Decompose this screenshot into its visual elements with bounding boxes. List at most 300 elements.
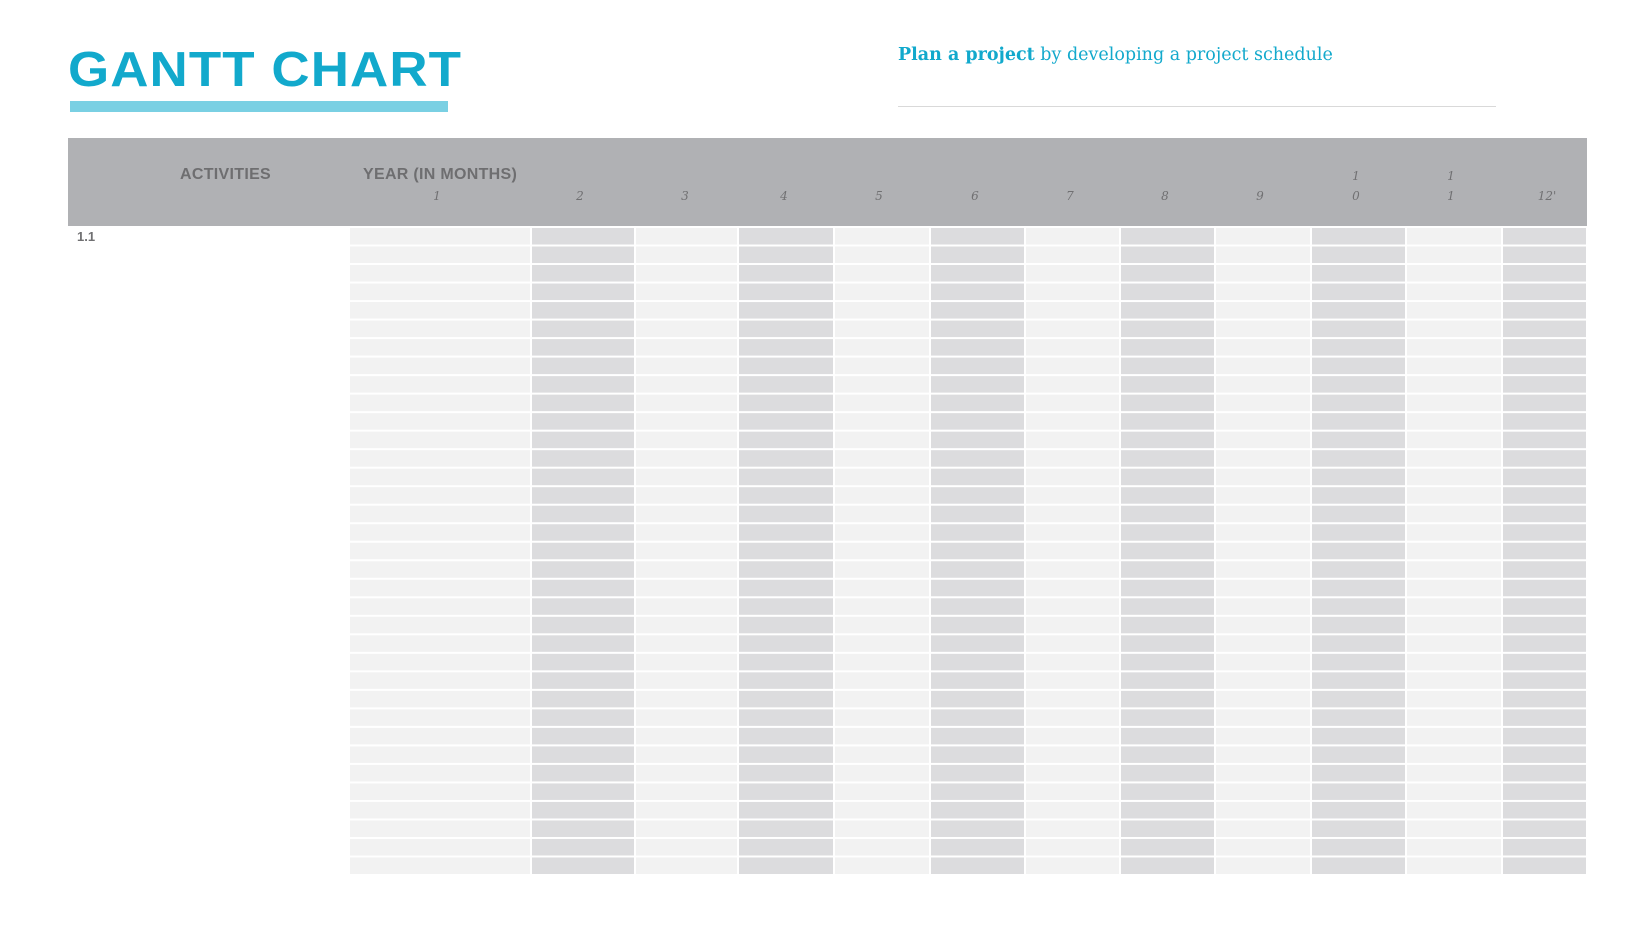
gantt-cell[interactable] bbox=[835, 691, 929, 708]
gantt-cell[interactable] bbox=[350, 691, 530, 708]
gantt-cell[interactable] bbox=[532, 432, 634, 449]
gantt-cell[interactable] bbox=[931, 635, 1024, 652]
gantt-cell[interactable] bbox=[636, 728, 737, 745]
gantt-cell[interactable] bbox=[1407, 857, 1501, 874]
gantt-cell[interactable] bbox=[350, 598, 530, 615]
gantt-cell[interactable] bbox=[1407, 783, 1501, 800]
gantt-cell[interactable] bbox=[1503, 765, 1586, 782]
gantt-cell[interactable] bbox=[1312, 543, 1405, 560]
gantt-cell[interactable] bbox=[739, 802, 833, 819]
gantt-cell[interactable] bbox=[1026, 413, 1119, 430]
gantt-cell[interactable] bbox=[1407, 672, 1501, 689]
gantt-cell[interactable] bbox=[739, 783, 833, 800]
gantt-cell[interactable] bbox=[636, 284, 737, 301]
gantt-cell[interactable] bbox=[1407, 580, 1501, 597]
gantt-cell[interactable] bbox=[1503, 857, 1586, 874]
gantt-cell[interactable] bbox=[931, 839, 1024, 856]
gantt-cell[interactable] bbox=[1407, 376, 1501, 393]
gantt-cell[interactable] bbox=[835, 820, 929, 837]
gantt-cell[interactable] bbox=[1407, 265, 1501, 282]
gantt-cell[interactable] bbox=[532, 765, 634, 782]
gantt-cell[interactable] bbox=[350, 617, 530, 634]
gantt-cell[interactable] bbox=[931, 506, 1024, 523]
gantt-cell[interactable] bbox=[1026, 506, 1119, 523]
gantt-cell[interactable] bbox=[1503, 598, 1586, 615]
gantt-cell[interactable] bbox=[1026, 709, 1119, 726]
gantt-cell[interactable] bbox=[1503, 469, 1586, 486]
gantt-cell[interactable] bbox=[636, 524, 737, 541]
gantt-cell[interactable] bbox=[835, 524, 929, 541]
gantt-cell[interactable] bbox=[350, 302, 530, 319]
gantt-cell[interactable] bbox=[931, 284, 1024, 301]
gantt-cell[interactable] bbox=[1407, 413, 1501, 430]
gantt-cell[interactable] bbox=[532, 284, 634, 301]
gantt-cell[interactable] bbox=[739, 580, 833, 597]
gantt-cell[interactable] bbox=[1121, 598, 1214, 615]
gantt-cell[interactable] bbox=[532, 802, 634, 819]
gantt-cell[interactable] bbox=[1407, 450, 1501, 467]
gantt-cell[interactable] bbox=[931, 561, 1024, 578]
gantt-cell[interactable] bbox=[1026, 617, 1119, 634]
gantt-cell[interactable] bbox=[1312, 709, 1405, 726]
gantt-cell[interactable] bbox=[931, 691, 1024, 708]
gantt-cell[interactable] bbox=[1503, 672, 1586, 689]
gantt-cell[interactable] bbox=[739, 672, 833, 689]
gantt-cell[interactable] bbox=[835, 580, 929, 597]
gantt-cell[interactable] bbox=[532, 672, 634, 689]
gantt-cell[interactable] bbox=[1026, 765, 1119, 782]
gantt-cell[interactable] bbox=[1026, 247, 1119, 264]
gantt-cell[interactable] bbox=[1503, 783, 1586, 800]
gantt-cell[interactable] bbox=[1026, 635, 1119, 652]
gantt-cell[interactable] bbox=[1121, 654, 1214, 671]
gantt-cell[interactable] bbox=[1503, 395, 1586, 412]
gantt-cell[interactable] bbox=[1216, 635, 1310, 652]
gantt-cell[interactable] bbox=[1407, 635, 1501, 652]
gantt-cell[interactable] bbox=[1026, 321, 1119, 338]
gantt-cell[interactable] bbox=[1312, 561, 1405, 578]
gantt-cell[interactable] bbox=[532, 302, 634, 319]
gantt-cell[interactable] bbox=[1121, 617, 1214, 634]
gantt-cell[interactable] bbox=[739, 432, 833, 449]
gantt-cell[interactable] bbox=[636, 469, 737, 486]
gantt-cell[interactable] bbox=[1312, 469, 1405, 486]
gantt-cell[interactable] bbox=[739, 820, 833, 837]
gantt-cell[interactable] bbox=[1407, 524, 1501, 541]
gantt-cell[interactable] bbox=[1121, 802, 1214, 819]
gantt-cell[interactable] bbox=[1312, 358, 1405, 375]
gantt-cell[interactable] bbox=[739, 265, 833, 282]
gantt-cell[interactable] bbox=[1503, 228, 1586, 245]
gantt-cell[interactable] bbox=[1503, 820, 1586, 837]
gantt-cell[interactable] bbox=[636, 672, 737, 689]
gantt-cell[interactable] bbox=[1312, 321, 1405, 338]
gantt-cell[interactable] bbox=[1312, 376, 1405, 393]
gantt-cell[interactable] bbox=[1503, 709, 1586, 726]
gantt-cell[interactable] bbox=[1026, 820, 1119, 837]
gantt-cell[interactable] bbox=[532, 450, 634, 467]
gantt-cell[interactable] bbox=[350, 413, 530, 430]
gantt-cell[interactable] bbox=[532, 524, 634, 541]
gantt-cell[interactable] bbox=[350, 820, 530, 837]
gantt-cell[interactable] bbox=[1216, 376, 1310, 393]
gantt-cell[interactable] bbox=[1312, 284, 1405, 301]
gantt-cell[interactable] bbox=[1503, 265, 1586, 282]
gantt-cell[interactable] bbox=[739, 358, 833, 375]
gantt-cell[interactable] bbox=[931, 765, 1024, 782]
gantt-cell[interactable] bbox=[1216, 321, 1310, 338]
gantt-cell[interactable] bbox=[350, 395, 530, 412]
gantt-cell[interactable] bbox=[1503, 691, 1586, 708]
gantt-cell[interactable] bbox=[350, 709, 530, 726]
gantt-cell[interactable] bbox=[532, 691, 634, 708]
gantt-cell[interactable] bbox=[835, 450, 929, 467]
gantt-cell[interactable] bbox=[1216, 487, 1310, 504]
gantt-cell[interactable] bbox=[835, 654, 929, 671]
gantt-cell[interactable] bbox=[1216, 783, 1310, 800]
gantt-cell[interactable] bbox=[1503, 432, 1586, 449]
gantt-cell[interactable] bbox=[1312, 339, 1405, 356]
gantt-cell[interactable] bbox=[350, 228, 530, 245]
gantt-cell[interactable] bbox=[1026, 580, 1119, 597]
gantt-cell[interactable] bbox=[739, 413, 833, 430]
gantt-cell[interactable] bbox=[835, 543, 929, 560]
gantt-cell[interactable] bbox=[1121, 709, 1214, 726]
gantt-cell[interactable] bbox=[1216, 524, 1310, 541]
gantt-cell[interactable] bbox=[1121, 376, 1214, 393]
gantt-cell[interactable] bbox=[739, 469, 833, 486]
gantt-cell[interactable] bbox=[1121, 543, 1214, 560]
gantt-cell[interactable] bbox=[1312, 265, 1405, 282]
gantt-cell[interactable] bbox=[1503, 413, 1586, 430]
gantt-cell[interactable] bbox=[739, 228, 833, 245]
gantt-cell[interactable] bbox=[1121, 746, 1214, 763]
gantt-cell[interactable] bbox=[931, 247, 1024, 264]
gantt-cell[interactable] bbox=[1026, 432, 1119, 449]
gantt-cell[interactable] bbox=[1407, 228, 1501, 245]
gantt-cell[interactable] bbox=[532, 783, 634, 800]
gantt-cell[interactable] bbox=[739, 839, 833, 856]
gantt-cell[interactable] bbox=[350, 524, 530, 541]
gantt-cell[interactable] bbox=[1026, 598, 1119, 615]
gantt-cell[interactable] bbox=[1026, 561, 1119, 578]
gantt-cell[interactable] bbox=[931, 524, 1024, 541]
gantt-cell[interactable] bbox=[1121, 487, 1214, 504]
gantt-cell[interactable] bbox=[636, 395, 737, 412]
gantt-cell[interactable] bbox=[1026, 284, 1119, 301]
gantt-cell[interactable] bbox=[1121, 395, 1214, 412]
gantt-cell[interactable] bbox=[636, 228, 737, 245]
gantt-cell[interactable] bbox=[1121, 839, 1214, 856]
gantt-cell[interactable] bbox=[350, 561, 530, 578]
gantt-cell[interactable] bbox=[532, 487, 634, 504]
gantt-cell[interactable] bbox=[1312, 580, 1405, 597]
gantt-cell[interactable] bbox=[1026, 395, 1119, 412]
gantt-cell[interactable] bbox=[931, 654, 1024, 671]
gantt-cell[interactable] bbox=[1121, 728, 1214, 745]
gantt-cell[interactable] bbox=[1121, 469, 1214, 486]
gantt-cell[interactable] bbox=[739, 487, 833, 504]
gantt-cell[interactable] bbox=[835, 395, 929, 412]
gantt-cell[interactable] bbox=[739, 247, 833, 264]
gantt-cell[interactable] bbox=[739, 765, 833, 782]
gantt-cell[interactable] bbox=[636, 691, 737, 708]
gantt-cell[interactable] bbox=[636, 580, 737, 597]
gantt-cell[interactable] bbox=[1503, 339, 1586, 356]
gantt-cell[interactable] bbox=[1216, 302, 1310, 319]
gantt-cell[interactable] bbox=[532, 598, 634, 615]
gantt-cell[interactable] bbox=[1121, 432, 1214, 449]
gantt-cell[interactable] bbox=[835, 783, 929, 800]
gantt-cell[interactable] bbox=[636, 635, 737, 652]
gantt-cell[interactable] bbox=[1026, 487, 1119, 504]
gantt-cell[interactable] bbox=[739, 617, 833, 634]
gantt-cell[interactable] bbox=[1312, 635, 1405, 652]
gantt-cell[interactable] bbox=[1121, 247, 1214, 264]
gantt-cell[interactable] bbox=[532, 728, 634, 745]
gantt-cell[interactable] bbox=[1312, 487, 1405, 504]
gantt-cell[interactable] bbox=[835, 506, 929, 523]
gantt-cell[interactable] bbox=[1121, 635, 1214, 652]
gantt-cell[interactable] bbox=[1407, 746, 1501, 763]
gantt-cell[interactable] bbox=[1026, 524, 1119, 541]
gantt-cell[interactable] bbox=[1026, 228, 1119, 245]
gantt-cell[interactable] bbox=[1216, 746, 1310, 763]
gantt-cell[interactable] bbox=[350, 265, 530, 282]
gantt-cell[interactable] bbox=[931, 709, 1024, 726]
gantt-cell[interactable] bbox=[835, 469, 929, 486]
gantt-cell[interactable] bbox=[1407, 728, 1501, 745]
gantt-cell[interactable] bbox=[350, 580, 530, 597]
gantt-cell[interactable] bbox=[532, 376, 634, 393]
gantt-cell[interactable] bbox=[532, 339, 634, 356]
gantt-cell[interactable] bbox=[350, 672, 530, 689]
gantt-cell[interactable] bbox=[835, 709, 929, 726]
gantt-cell[interactable] bbox=[1121, 413, 1214, 430]
gantt-cell[interactable] bbox=[1312, 432, 1405, 449]
gantt-cell[interactable] bbox=[1121, 450, 1214, 467]
gantt-cell[interactable] bbox=[1216, 413, 1310, 430]
gantt-cell[interactable] bbox=[636, 321, 737, 338]
gantt-cell[interactable] bbox=[636, 709, 737, 726]
gantt-cell[interactable] bbox=[1503, 524, 1586, 541]
gantt-cell[interactable] bbox=[1026, 376, 1119, 393]
gantt-cell[interactable] bbox=[739, 524, 833, 541]
gantt-cell[interactable] bbox=[1216, 598, 1310, 615]
gantt-cell[interactable] bbox=[1121, 228, 1214, 245]
gantt-cell[interactable] bbox=[636, 857, 737, 874]
gantt-cell[interactable] bbox=[1312, 802, 1405, 819]
gantt-cell[interactable] bbox=[532, 247, 634, 264]
gantt-cell[interactable] bbox=[1503, 321, 1586, 338]
gantt-cell[interactable] bbox=[1216, 820, 1310, 837]
gantt-cell[interactable] bbox=[350, 635, 530, 652]
gantt-cell[interactable] bbox=[931, 487, 1024, 504]
gantt-cell[interactable] bbox=[1503, 302, 1586, 319]
gantt-cell[interactable] bbox=[931, 302, 1024, 319]
gantt-cell[interactable] bbox=[1312, 524, 1405, 541]
gantt-cell[interactable] bbox=[1407, 321, 1501, 338]
gantt-cell[interactable] bbox=[532, 654, 634, 671]
gantt-cell[interactable] bbox=[1121, 783, 1214, 800]
gantt-cell[interactable] bbox=[1312, 228, 1405, 245]
gantt-cell[interactable] bbox=[1503, 802, 1586, 819]
gantt-cell[interactable] bbox=[350, 802, 530, 819]
gantt-cell[interactable] bbox=[835, 487, 929, 504]
gantt-cell[interactable] bbox=[350, 543, 530, 560]
gantt-cell[interactable] bbox=[350, 839, 530, 856]
gantt-cell[interactable] bbox=[1216, 543, 1310, 560]
gantt-cell[interactable] bbox=[532, 321, 634, 338]
gantt-cell[interactable] bbox=[1312, 395, 1405, 412]
gantt-cell[interactable] bbox=[1216, 450, 1310, 467]
gantt-cell[interactable] bbox=[739, 543, 833, 560]
gantt-cell[interactable] bbox=[739, 339, 833, 356]
gantt-cell[interactable] bbox=[1407, 598, 1501, 615]
gantt-cell[interactable] bbox=[739, 654, 833, 671]
gantt-cell[interactable] bbox=[835, 376, 929, 393]
gantt-cell[interactable] bbox=[532, 395, 634, 412]
gantt-cell[interactable] bbox=[835, 746, 929, 763]
gantt-cell[interactable] bbox=[1026, 358, 1119, 375]
gantt-cell[interactable] bbox=[835, 284, 929, 301]
gantt-cell[interactable] bbox=[1503, 543, 1586, 560]
gantt-cell[interactable] bbox=[1312, 857, 1405, 874]
gantt-cell[interactable] bbox=[931, 728, 1024, 745]
gantt-cell[interactable] bbox=[1312, 691, 1405, 708]
gantt-cell[interactable] bbox=[636, 265, 737, 282]
gantt-cell[interactable] bbox=[1216, 358, 1310, 375]
gantt-cell[interactable] bbox=[350, 469, 530, 486]
gantt-cell[interactable] bbox=[1216, 265, 1310, 282]
gantt-cell[interactable] bbox=[1026, 783, 1119, 800]
gantt-cell[interactable] bbox=[1407, 302, 1501, 319]
gantt-cell[interactable] bbox=[1216, 839, 1310, 856]
gantt-cell[interactable] bbox=[835, 728, 929, 745]
gantt-cell[interactable] bbox=[931, 450, 1024, 467]
gantt-cell[interactable] bbox=[1407, 691, 1501, 708]
gantt-cell[interactable] bbox=[1216, 284, 1310, 301]
gantt-cell[interactable] bbox=[931, 543, 1024, 560]
gantt-cell[interactable] bbox=[739, 284, 833, 301]
gantt-cell[interactable] bbox=[931, 376, 1024, 393]
gantt-cell[interactable] bbox=[1407, 765, 1501, 782]
gantt-cell[interactable] bbox=[1216, 654, 1310, 671]
gantt-cell[interactable] bbox=[532, 839, 634, 856]
gantt-cell[interactable] bbox=[532, 820, 634, 837]
gantt-cell[interactable] bbox=[931, 228, 1024, 245]
gantt-cell[interactable] bbox=[739, 728, 833, 745]
gantt-cell[interactable] bbox=[931, 321, 1024, 338]
gantt-cell[interactable] bbox=[931, 598, 1024, 615]
gantt-cell[interactable] bbox=[1216, 469, 1310, 486]
gantt-cell[interactable] bbox=[1407, 284, 1501, 301]
gantt-cell[interactable] bbox=[1312, 728, 1405, 745]
gantt-cell[interactable] bbox=[350, 783, 530, 800]
gantt-cell[interactable] bbox=[835, 598, 929, 615]
gantt-cell[interactable] bbox=[835, 857, 929, 874]
gantt-cell[interactable] bbox=[835, 247, 929, 264]
gantt-cell[interactable] bbox=[350, 376, 530, 393]
gantt-cell[interactable] bbox=[1121, 358, 1214, 375]
gantt-cell[interactable] bbox=[1121, 339, 1214, 356]
gantt-cell[interactable] bbox=[636, 432, 737, 449]
gantt-cell[interactable] bbox=[739, 506, 833, 523]
gantt-cell[interactable] bbox=[350, 432, 530, 449]
gantt-cell[interactable] bbox=[835, 302, 929, 319]
gantt-cell[interactable] bbox=[532, 580, 634, 597]
gantt-cell[interactable] bbox=[1407, 543, 1501, 560]
gantt-cell[interactable] bbox=[739, 321, 833, 338]
gantt-cell[interactable] bbox=[835, 265, 929, 282]
gantt-cell[interactable] bbox=[1216, 857, 1310, 874]
gantt-cell[interactable] bbox=[1503, 450, 1586, 467]
gantt-cell[interactable] bbox=[1503, 635, 1586, 652]
gantt-cell[interactable] bbox=[739, 395, 833, 412]
gantt-cell[interactable] bbox=[931, 672, 1024, 689]
gantt-cell[interactable] bbox=[636, 839, 737, 856]
gantt-cell[interactable] bbox=[1312, 450, 1405, 467]
gantt-cell[interactable] bbox=[636, 654, 737, 671]
gantt-cell[interactable] bbox=[835, 228, 929, 245]
gantt-cell[interactable] bbox=[1121, 672, 1214, 689]
gantt-cell[interactable] bbox=[1216, 691, 1310, 708]
gantt-cell[interactable] bbox=[532, 506, 634, 523]
gantt-cell[interactable] bbox=[1216, 506, 1310, 523]
gantt-cell[interactable] bbox=[835, 321, 929, 338]
gantt-cell[interactable] bbox=[1216, 561, 1310, 578]
gantt-cell[interactable] bbox=[1407, 654, 1501, 671]
gantt-cell[interactable] bbox=[1026, 857, 1119, 874]
gantt-cell[interactable] bbox=[1216, 339, 1310, 356]
gantt-cell[interactable] bbox=[636, 358, 737, 375]
gantt-cell[interactable] bbox=[1312, 672, 1405, 689]
gantt-cell[interactable] bbox=[350, 321, 530, 338]
gantt-cell[interactable] bbox=[931, 802, 1024, 819]
gantt-cell[interactable] bbox=[931, 339, 1024, 356]
gantt-cell[interactable] bbox=[931, 746, 1024, 763]
gantt-cell[interactable] bbox=[1026, 265, 1119, 282]
gantt-cell[interactable] bbox=[1216, 728, 1310, 745]
gantt-cell[interactable] bbox=[1312, 765, 1405, 782]
gantt-cell[interactable] bbox=[636, 820, 737, 837]
gantt-cell[interactable] bbox=[1503, 506, 1586, 523]
gantt-cell[interactable] bbox=[1312, 783, 1405, 800]
gantt-cell[interactable] bbox=[739, 302, 833, 319]
gantt-cell[interactable] bbox=[835, 672, 929, 689]
gantt-cell[interactable] bbox=[350, 654, 530, 671]
gantt-cell[interactable] bbox=[1026, 691, 1119, 708]
gantt-cell[interactable] bbox=[350, 857, 530, 874]
gantt-cell[interactable] bbox=[1312, 820, 1405, 837]
gantt-cell[interactable] bbox=[1121, 561, 1214, 578]
gantt-cell[interactable] bbox=[350, 339, 530, 356]
gantt-cell[interactable] bbox=[1121, 321, 1214, 338]
gantt-cell[interactable] bbox=[835, 358, 929, 375]
gantt-cell[interactable] bbox=[1503, 247, 1586, 264]
gantt-cell[interactable] bbox=[636, 339, 737, 356]
gantt-cell[interactable] bbox=[1121, 284, 1214, 301]
gantt-cell[interactable] bbox=[1026, 339, 1119, 356]
gantt-cell[interactable] bbox=[1407, 432, 1501, 449]
gantt-cell[interactable] bbox=[532, 857, 634, 874]
gantt-cell[interactable] bbox=[1026, 802, 1119, 819]
gantt-cell[interactable] bbox=[931, 395, 1024, 412]
gantt-cell[interactable] bbox=[1121, 265, 1214, 282]
gantt-cell[interactable] bbox=[1407, 820, 1501, 837]
gantt-cell[interactable] bbox=[350, 450, 530, 467]
gantt-cell[interactable] bbox=[931, 783, 1024, 800]
